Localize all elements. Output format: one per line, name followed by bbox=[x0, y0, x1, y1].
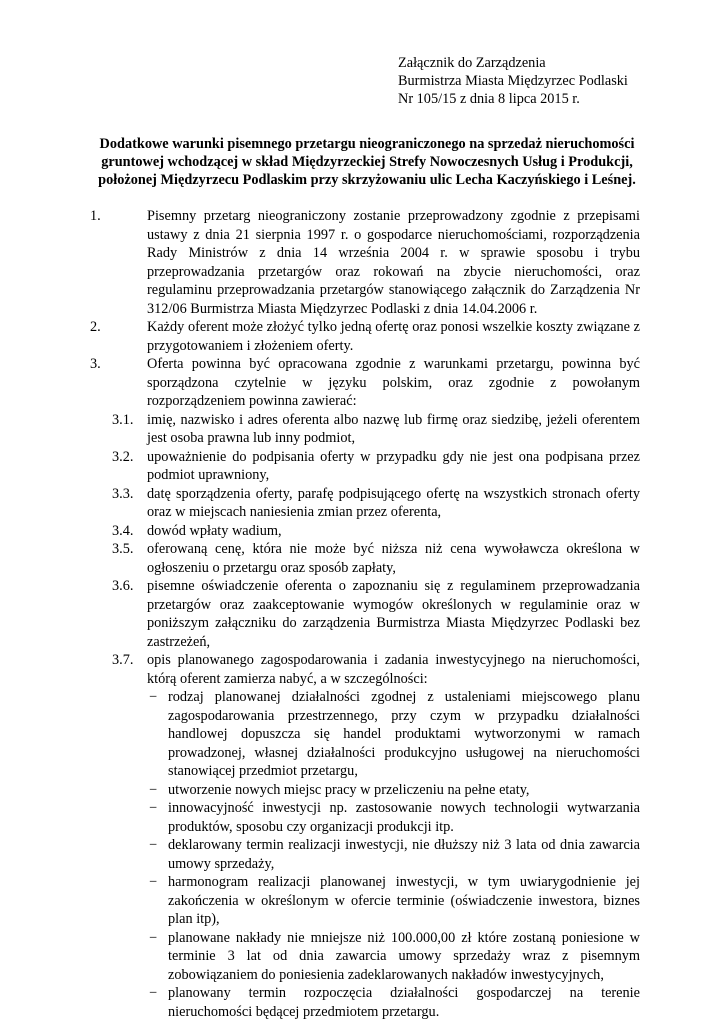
sub-item-number: 3.7. bbox=[112, 652, 134, 668]
annex-line-2: Burmistrza Miasta Międzyrzec Podlaski bbox=[398, 73, 628, 89]
item-number: 2. bbox=[90, 319, 101, 335]
document-body bbox=[80, 207, 640, 1021]
dash-bullet-icon: − bbox=[149, 781, 158, 798]
sub-item-number: 3.4. bbox=[112, 522, 134, 539]
sub-item-text: oferowaną cenę, która nie może być niższa niż cena wywoławcza określona w ogłoszeniu o przetargu oraz sposób zapłaty, bbox=[147, 541, 640, 576]
bullet-list bbox=[80, 688, 640, 1021]
sub-item bbox=[80, 577, 640, 651]
document-title bbox=[80, 135, 654, 189]
title-line-2: gruntowej wchodzącej w skład Międzyrzeckiej Strefy Nowoczesnych Usług i Produkcji, bbox=[101, 154, 633, 170]
list-item bbox=[80, 355, 640, 411]
sub-item-number: 3.6. bbox=[112, 578, 134, 594]
sub-item-text: pisemne oświadczenie oferenta o zapoznaniu się z regulaminem przeprowadzania przetargów oraz zaakceptowanie wymogów określonych w regulaminie oraz w poniższym załączniku do zarządzenia Burmistrza Miasta Międzyrzec Podlaski bez zastrzeżeń, bbox=[147, 578, 640, 650]
list-item bbox=[80, 207, 640, 318]
sub-item-number: 3.5. bbox=[112, 541, 134, 557]
item-number: 1. bbox=[90, 208, 101, 224]
bullet-text: rodzaj planowanej działalności zgodnej z ustaleniami miejscowego planu zagospodarowania przestrzennego, przy czym w przypadku działalności handlowej dopuszcza się handel produktami wytworzonymi w ramach prowadzonej, własnej działalności produkcyjno usługowej na nieruchomości stanowiącej przedmiot przetargu, bbox=[168, 689, 640, 779]
sub-item bbox=[80, 411, 640, 448]
bullet-item bbox=[147, 929, 640, 985]
item-number: 3. bbox=[90, 356, 101, 372]
sub-item bbox=[80, 522, 640, 541]
sub-item-text: upoważnienie do podpisania oferty w przypadku gdy nie jest ona podpisana przez podmiot uprawniony, bbox=[147, 448, 640, 483]
bullet-text: harmonogram realizacji planowanej inwestycji, w tym uwiarygodnienie jej zakończenia w określonym w ofercie terminie (oświadczenie inwestora, biznes plan itp), bbox=[168, 874, 640, 927]
sub-item-text: opis planowanego zagospodarowania i zadania inwestycyjnego na nieruchomości, którą oferent zamierza nabyć, a w szczególności: bbox=[147, 652, 640, 687]
dash-bullet-icon: − bbox=[149, 874, 158, 890]
bullet-item bbox=[147, 836, 640, 873]
sub-item-text: datę sporządzenia oferty, parafę podpisującego ofertę na wszystkich stronach oferty oraz w miejscach naniesienia zmian przez oferenta, bbox=[147, 485, 640, 520]
bullet-item bbox=[147, 799, 640, 836]
bullet-item bbox=[147, 781, 640, 800]
list-item bbox=[80, 318, 640, 355]
bullet-text: innowacyjność inwestycji np. zastosowanie nowych technologii wytwarzania produktów, sposobu czy organizacji produkcji itp. bbox=[168, 800, 640, 835]
sub-item bbox=[80, 485, 640, 522]
sub-item-text: dowód wpłaty wadium, bbox=[147, 522, 282, 539]
dash-bullet-icon: − bbox=[149, 800, 158, 816]
sub-item-number: 3.2. bbox=[112, 448, 134, 465]
annex-header bbox=[398, 54, 698, 108]
bullet-item bbox=[147, 688, 640, 781]
item-text: Każdy oferent może złożyć tylko jedną ofertę oraz ponosi wszelkie koszty związane z przygotowaniem i złożeniem oferty. bbox=[147, 319, 640, 354]
annex-line-3: Nr 105/15 z dnia 8 lipca 2015 r. bbox=[398, 91, 580, 107]
bullet-item bbox=[147, 873, 640, 929]
item-text: Pisemny przetarg nieograniczony zostanie przeprowadzony zgodnie z przepisami ustawy z dnia 21 sierpnia 1997 r. o gospodarce nieruchomościami, rozporządzenia Rady Ministrów z dnia 14 września 2004 r. w sprawie sposobu i trybu przeprowadzania przetargów oraz rokowań na zbycie nieruchomości, oraz regulaminu przeprowadzania przetargów stanowiącego załącznik do Zarządzenia Nr 312/06 Burmistrza Miasta Międzyrzec Podlaski z dnia 14.04.2006 r. bbox=[147, 208, 640, 317]
bullet-text: utworzenie nowych miejsc pracy w przeliczeniu na pełne etaty, bbox=[168, 781, 530, 798]
item-text: Oferta powinna być opracowana zgodnie z warunkami przetargu, powinna być sporządzona czytelnie w języku polskim, oraz zgodnie z powołanym rozporządzeniem powinna zawierać: bbox=[147, 356, 640, 409]
bullet-text: deklarowany termin realizacji inwestycji, nie dłuższy niż 3 lata od dnia zawarcia umowy sprzedaży, bbox=[168, 837, 640, 872]
dash-bullet-icon: − bbox=[149, 929, 158, 946]
sub-item bbox=[80, 448, 640, 485]
bullet-text: planowany termin rozpoczęcia działalności gospodarczej na terenie nieruchomości będącej przedmiotem przetargu. bbox=[168, 985, 640, 1020]
bullet-item bbox=[147, 984, 640, 1021]
sub-item bbox=[80, 651, 640, 688]
title-line-3: położonej Międzyrzecu Podlaskim przy skrzyżowaniu ulic Lecha Kaczyńskiego i Leśnej. bbox=[98, 172, 636, 188]
sub-item-text: imię, nazwisko i adres oferenta albo nazwę lub firmę oraz siedzibę, jeżeli oferentem jest osoba prawna lub inny podmiot, bbox=[147, 411, 640, 446]
title-line-1: Dodatkowe warunki pisemnego przetargu nieograniczonego na sprzedaż nieruchomości bbox=[99, 136, 635, 152]
sub-item bbox=[80, 540, 640, 577]
sub-item-number: 3.1. bbox=[112, 411, 134, 428]
sub-item-number: 3.3. bbox=[112, 485, 134, 502]
dash-bullet-icon: − bbox=[149, 985, 158, 1001]
dash-bullet-icon: − bbox=[149, 689, 158, 705]
dash-bullet-icon: − bbox=[149, 837, 158, 853]
bullet-text: planowane nakłady nie mniejsze niż 100.000,00 zł które zostaną poniesione w terminie 3 lat od dnia zawarcia umowy sprzedaży wraz z pisemnym zobowiązaniem do poniesienia zadeklarowanych nakładów inwestycyjnych, bbox=[168, 929, 640, 983]
annex-line-1: Załącznik do Zarządzenia bbox=[398, 55, 546, 71]
